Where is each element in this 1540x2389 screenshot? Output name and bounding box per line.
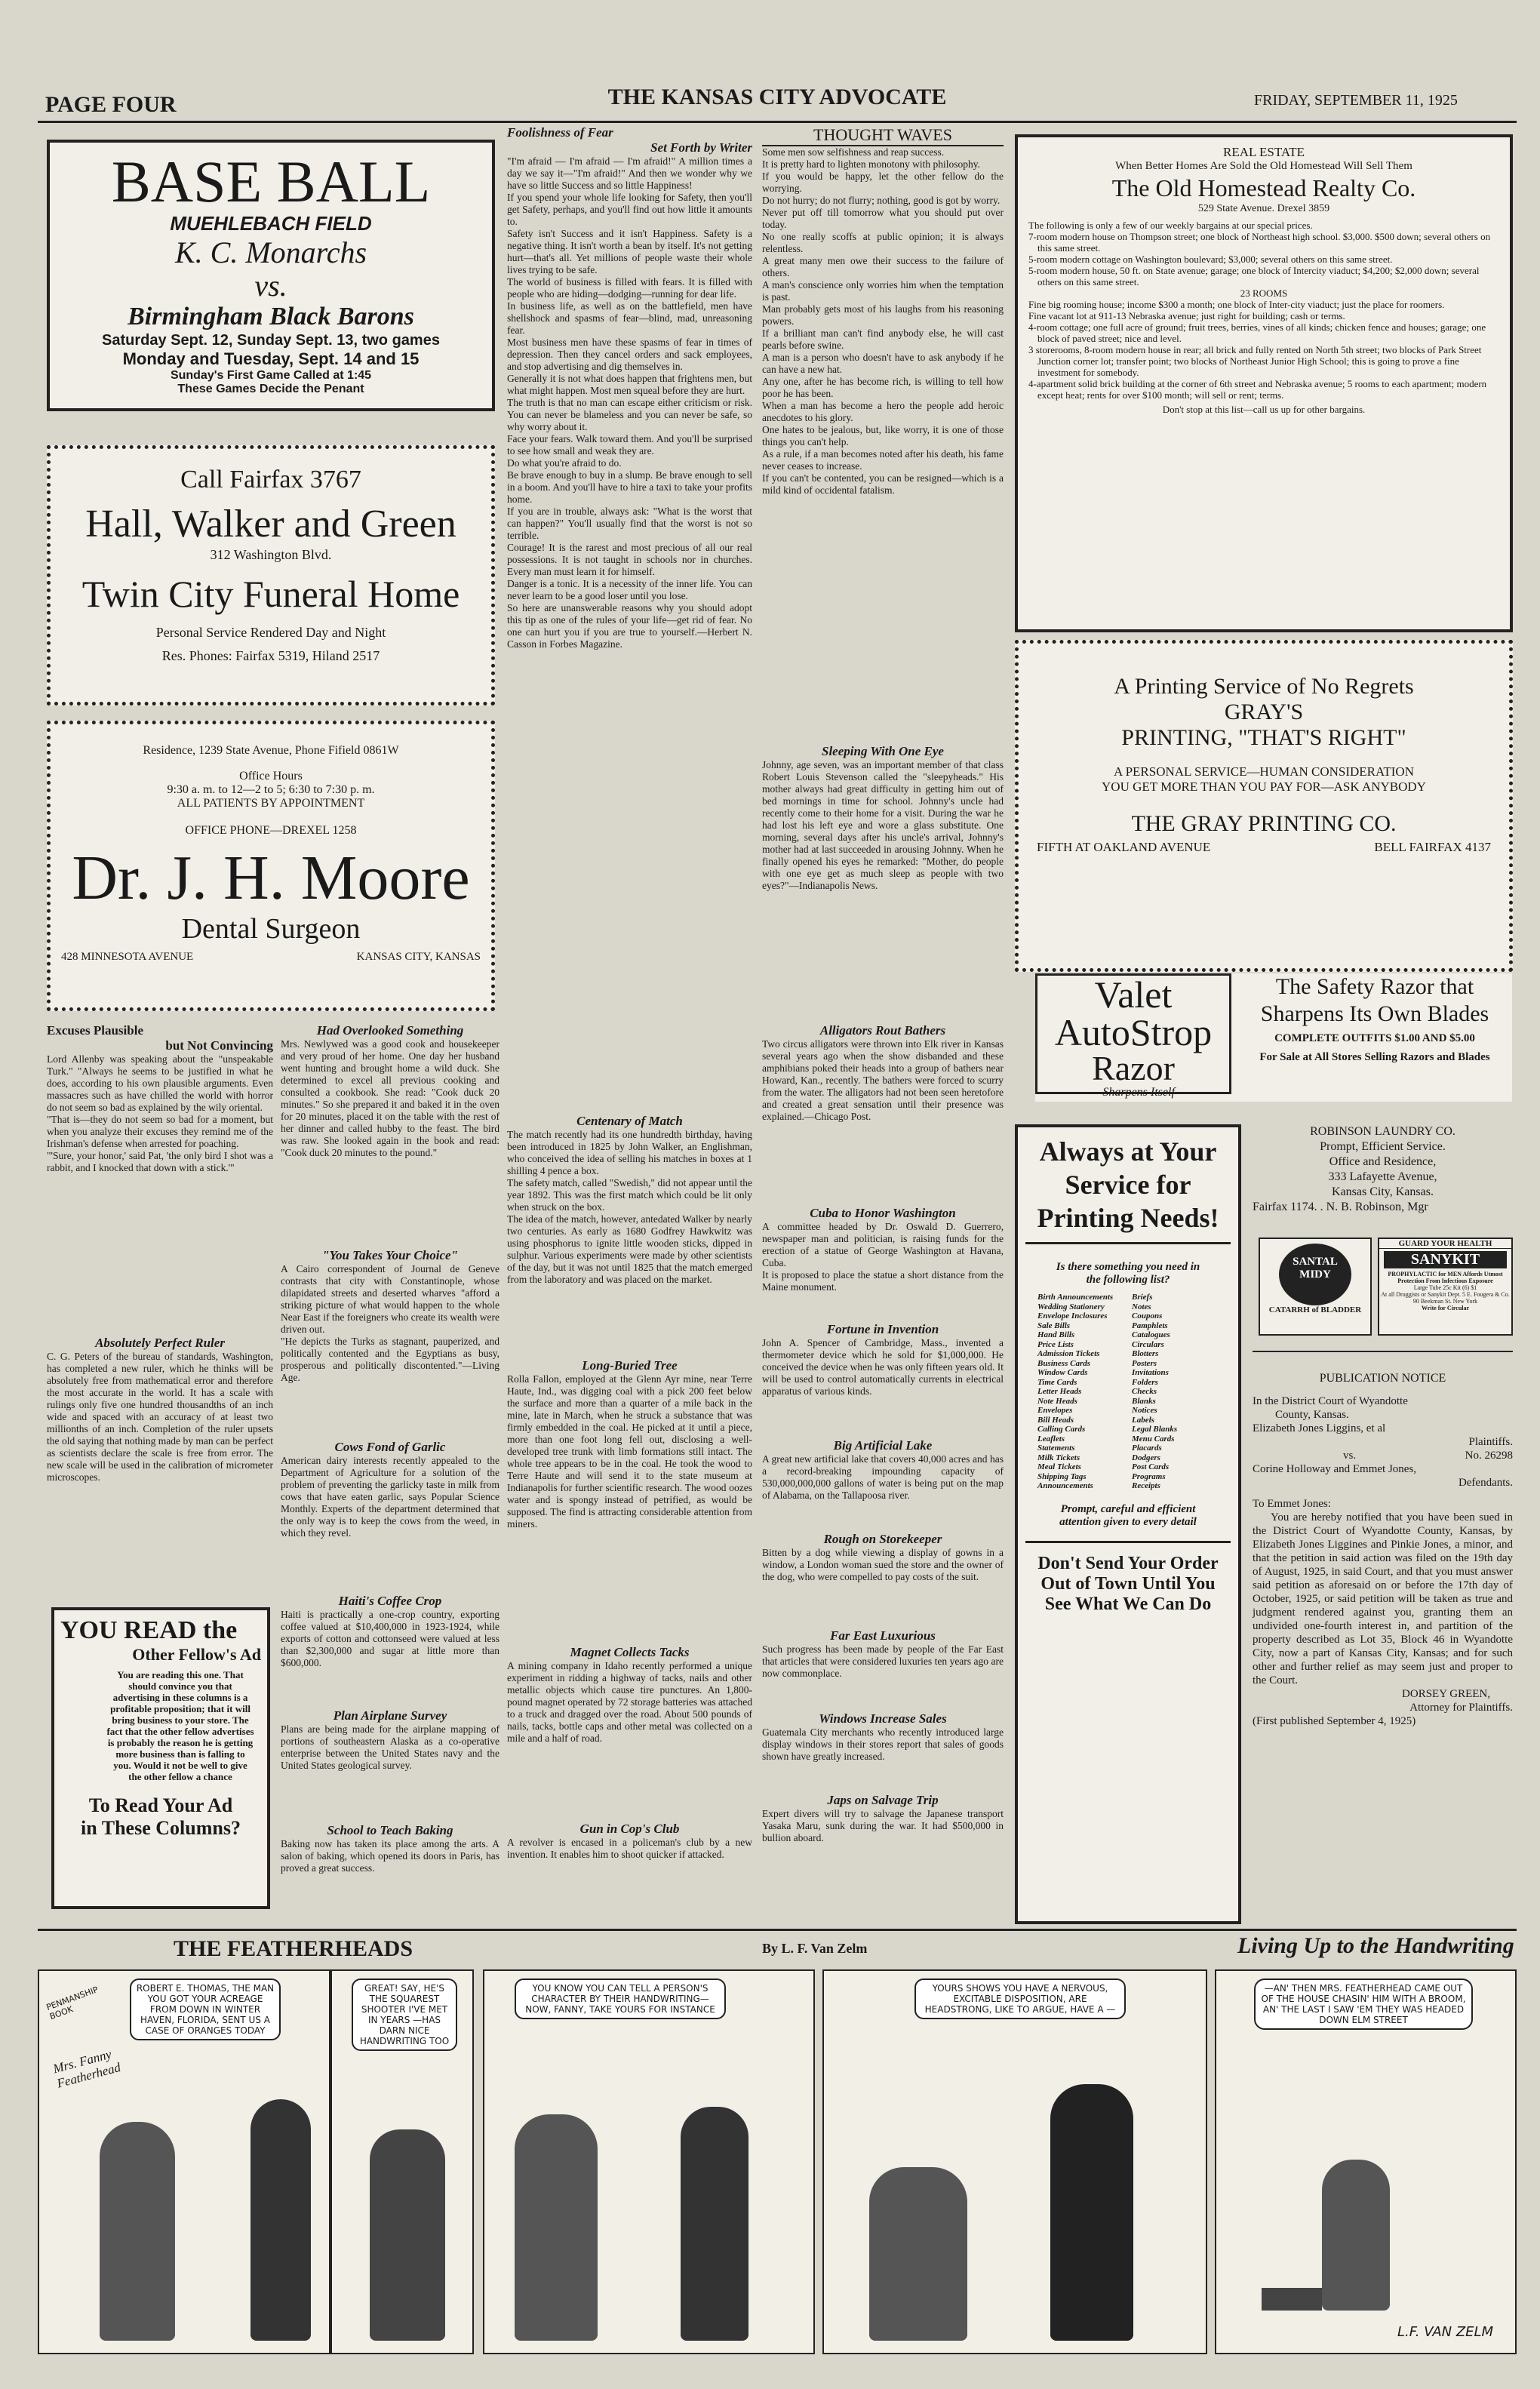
baseball-ad (47, 140, 495, 411)
japs-body: Expert divers will try to salvage the Japanese transport Yasaka Maru, sunk during the war. It had $500,000 in bullion aboard. (762, 1808, 1004, 1843)
baking-article (281, 1823, 500, 1874)
tree-headline: Long-Buried Tree (582, 1358, 678, 1373)
print-item: Notices (1132, 1406, 1157, 1415)
print-item: Menu Cards (1132, 1434, 1175, 1444)
print-items-list (1025, 1293, 1231, 1491)
laundry-street: 333 Lafayette Avenue, (1328, 1170, 1437, 1183)
print-item: Leaflets (1037, 1434, 1065, 1444)
santal-seal-icon (1279, 1244, 1351, 1305)
service-prompt: Prompt, careful and efficient attention given to every detail (1059, 1502, 1197, 1528)
thought-waves (762, 125, 1004, 497)
santal-catarrh: CATARRH of BLADDER (1268, 1305, 1362, 1314)
dentist-name: Dr. J. H. Moore (72, 843, 470, 913)
thought-waves-body: Some men sow selfishness and reap success. It is pretty hard to lighten monotony with philosophy. If you would be happy, let the other fellow do the worrying. Do not hurry; do not flurry; nothing, good is got by worry. Never put off till tomorrow what you should put over today. No one really scoffs at public opinion; it is always relentless. A great many men owe their success to the failure of others. A man's conscience only worries him when the temptation is past. Man probably gets most of his laughs from his reasoning powers. If a brilliant man can't find anybody else, he will cast pearls before swine. A man is a person who doesn't have to ask anybody if he can have a new hat. Any one, after he has become rich, is willing to tell how poor he has been. When a man has become a hero the people add heroic anecdotes to his glory. One hates to be jealous, but, like worry, it is one of those things you can't help. As a rule, if a man becomes noted after his death, his fame never ceases to increase. If you can't be contented, you can be resigned—which is a mild kind of occidental fatalism. (762, 146, 1004, 496)
realty-company-name: The Old Homestead Realty Co. (1111, 174, 1416, 201)
gun-article (507, 1822, 752, 1861)
speech-balloon-4: YOURS SHOWS YOU HAVE A NERVOUS, EXCITABLE DISPOSITION, ARE HEADSTRONG, LIKE TO ARGUE, HAVE A — (914, 1979, 1126, 2019)
issue-date: FRIDAY, SEPTEMBER 11, 1925 (1254, 92, 1458, 109)
airplane-article (281, 1708, 500, 1772)
print-item: Coupons (1132, 1311, 1163, 1321)
real-estate-footer: Don't stop at this list—call us up for other bargains. (1162, 404, 1366, 415)
magnet-headline: Magnet Collects Tacks (570, 1645, 690, 1659)
dentist-title: Dental Surgeon (181, 913, 361, 945)
service-headline-2: Service for (1065, 1170, 1191, 1200)
service-footer-2: Out of Town Until You (1040, 1573, 1216, 1594)
comic-panel-3 (483, 1969, 815, 2354)
magnet-article (507, 1645, 752, 1745)
service-headline-3: Printing Needs! (1025, 1201, 1231, 1244)
valet-word: Valet (1094, 973, 1173, 1016)
haiti-headline: Haiti's Coffee Crop (338, 1594, 442, 1608)
woman-figure (251, 2099, 311, 2341)
penmanship-signature: Mrs. Fanny Featherhead (51, 2046, 122, 2091)
razor-word: Razor (1092, 1049, 1175, 1087)
haiti-article (281, 1594, 500, 1669)
baseball-title: BASE BALL (111, 149, 431, 214)
real-estate-listing: Fine vacant lot at 911-13 Nebraska avenue; just right for building; cash or terms. (1028, 310, 1345, 321)
valet-outfits: COMPLETE OUTFITS $1.00 AND $5.00 (1274, 1032, 1475, 1044)
airplane-body: Plans are being made for the airplane mapping of portions of southeastern Alaska as a co-operative enterprise between the United States navy and the United States geological survey. (281, 1723, 500, 1771)
page-number: PAGE FOUR (45, 92, 177, 117)
real-estate-listing: 3 storerooms, 8-room modern house in rear; all brick and fully rented on North 5th street; two blocks of Park Street Junction corner lot; transfer point; two blocks of Northeast Junior High School; this is going to prove a fine investment for somebody. (1028, 344, 1482, 378)
choice-article (281, 1248, 500, 1384)
tree-body: Rolla Fallon, employed at the Glenn Ayr mine, near Terre Haute, Ind., was digging coal with a pick 200 feet below the surface and more than a quarter of a mile back in the mine, late in March, when he struck a substance that was firmly embedded in the coal. He picked at it until a piece, more than one foot long fell out, disclosing a well-developed tree trunk with limb formations still intact. The whole tree appears to be in the coal. He took the wood to Terre Haute and will send it to the state museum at Indianapolis for further scientific research. The wood oozes water and is spongy instead of petrified, as would be supposed. The find is attracting considerable attention from miners. (507, 1373, 752, 1530)
notice-case-number: No. 26298 (1465, 1450, 1513, 1462)
fear-headline: Foolishness of Fear (507, 125, 613, 140)
notice-plaintiffs-label: Plaintiffs. (1468, 1436, 1513, 1448)
lake-body: A great new artificial lake that covers 40,000 acres and has a record-breaking impounding capacity of 530,000,000,000 gallons of water is being put on the map of Alabama, on the Tallapoosa river. (762, 1453, 1004, 1501)
angry-wife-figure (1050, 2084, 1133, 2341)
ruler-headline: Absolutely Perfect Ruler (95, 1336, 225, 1350)
pennant-note: These Games Decide the Penant (177, 383, 364, 395)
masthead-rule (38, 121, 1517, 123)
far-east-headline: Far East Luxurious (830, 1628, 936, 1643)
fear-subheadline: Set Forth by Writer (650, 140, 752, 155)
print-item: Folders (1132, 1377, 1158, 1387)
game-dates-1: Saturday Sept. 12, Sunday Sept. 13, two games (102, 332, 440, 349)
print-item: Briefs (1132, 1293, 1153, 1302)
printing-line-2: GRAY'S (1224, 699, 1304, 724)
fortune-article (762, 1322, 1004, 1397)
overlooked-body: Mrs. Newlywed was a good cook and housekeeper and very proud of her home. One day her husband went hunting and brought home a wild duck. She determined to excel all previous cooking and consulted a cookbook. She read: "Cook duck 20 minutes." So she prepared it and baked it in the oven for 20 minutes, placed it on the table with the rest of her dinner and called hubby to the feast. The bird was raw. She looked again in the book and read: "Cook duck 20 minutes to the pound." (281, 1038, 500, 1158)
airplane-headline: Plan Airplane Survey (333, 1708, 447, 1723)
valet-tagline: —Sharpens Itself (1092, 1086, 1175, 1099)
garlic-headline: Cows Fond of Garlic (334, 1440, 446, 1454)
man-reading-figure (370, 2129, 445, 2341)
speech-balloon-5: —AN' THEN MRS. FEATHERHEAD CAME OUT OF THE HOUSE CHASIN' HIM WITH A BROOM, AN' THE LAST I SAW 'EM THEY WAS HEADED DOWN ELM STREET (1254, 1979, 1473, 2030)
newspaper-title: THE KANSAS CITY ADVOCATE (607, 85, 947, 109)
funeral-directors: Hall, Walker and Green (85, 503, 456, 546)
laundry-office: Office and Residence, (1329, 1155, 1437, 1168)
you-read-footer-1: To Read Your Ad (88, 1794, 233, 1816)
storekeeper-article (762, 1532, 1004, 1583)
comic-top-rule (38, 1929, 1517, 1931)
laundry-service: Prompt, Efficient Service. (1320, 1140, 1446, 1153)
print-item: Blanks (1132, 1396, 1156, 1406)
real-estate-listing: 7-room modern house on Thompson street; one block of Northeast high school. $3,000. $500 down; several others on this same street. (1028, 231, 1491, 254)
notice-addressee: To Emmet Jones: (1253, 1498, 1331, 1510)
print-item: Circulars (1132, 1339, 1164, 1349)
real-estate-ad (1015, 134, 1513, 632)
windows-body: Guatemala City merchants who recently introduced large display windows in their stores report that sales of goods shown have greatly increased. (762, 1726, 1004, 1762)
seated-husband-figure (869, 2167, 967, 2341)
printing-phone: BELL FAIRFAX 4137 (1374, 840, 1491, 854)
far-east-body: Such progress has been made by people of the Far East that articles that were considered luxuries ten years ago are now commonplace. (762, 1643, 1004, 1679)
boy-figure (1322, 2160, 1390, 2311)
dentist-address: 428 MINNESOTA AVENUE (61, 951, 194, 963)
print-item: Admission Tickets (1037, 1349, 1100, 1358)
real-estate-listing: 4-apartment solid brick building at the corner of 6th street and Nebraska avenue; 5 rooms to each apartment; modern except heat; rents for over $100 month; will sell or rent; terms. (1028, 378, 1487, 401)
notice-signer: DORSEY GREEN, (1402, 1688, 1490, 1700)
print-item: Bill Heads (1037, 1415, 1074, 1425)
print-item: Birth Announcements (1037, 1293, 1114, 1302)
santal-midy-ad (1259, 1238, 1372, 1336)
print-item: Note Heads (1037, 1396, 1077, 1406)
service-footer-1: Don't Send Your Order (1037, 1553, 1219, 1573)
speech-balloon-2: GREAT! SAY, HE'S THE SQUAREST SHOOTER I'VE MET IN YEARS —HAS DARN NICE HANDWRITING TOO (352, 1979, 457, 2051)
wagon-figure (1262, 2288, 1322, 2311)
husband-figure (515, 2114, 598, 2341)
comic-title: THE FEATHERHEADS (174, 1936, 413, 1961)
funeral-phones: Res. Phones: Fairfax 5319, Hiland 2517 (161, 648, 380, 663)
sleeping-body: Johnny, age seven, was an important member of that class Robert Louis Stevenson called the "sleepyheads." His mother always had great difficulty in getting him out of bed mornings in time for school. Johnny's uncle had recently come to their home for a visit. During the war he had lost his left eye and wore a glass substitute. One morning, several days after his uncle's arrival, Johnny's mother had at last succeeded in arousing Johnny. When he finally opened his eyes he remarked: "Mother, do people with one eye get as much sleep as people with two eyes?"—Indianapolis News. (762, 759, 1004, 891)
print-item: Pamphlets (1132, 1321, 1168, 1330)
comic-panel-1 (38, 1969, 330, 2354)
garlic-article (281, 1440, 500, 1539)
laundry-ad (1253, 1124, 1513, 1215)
funeral-home-name: Twin City Funeral Home (81, 573, 460, 615)
funeral-call: Call Fairfax 3767 (180, 466, 361, 493)
service-footer-3: See What We Can Do (1044, 1594, 1212, 1614)
you-read-ad (51, 1607, 270, 1909)
you-read-body: You are reading this one. That should convince you that advertising in these columns is a profitable proposition; that it will bring business to your store. The fact that the other fellow advertises is probably the reason he is getting more business than is falling to you. Would it not be well to give the other fellow a chance (106, 1669, 254, 1782)
ruler-body: C. G. Peters of the bureau of standards, Washington, has completed a new ruler, which he thinks will be absolutely free from mathematical error and therefore the most accurate in the world. It has a scale with rulings only five one hundred thousandths of an inch wide and spaced with an accuracy of at least two millionths of an inch. Completion of the ruler upsets the old saying that nothing made by man can be perfect as scientists declare the scale is free from error. The new scale will be used in the calibration of micrometer microscopes. (47, 1351, 273, 1483)
print-item: Business Cards (1037, 1358, 1091, 1368)
valet-headline: The Safety Razor that Sharpens Its Own Blades (1260, 974, 1489, 1026)
fear-body: "I'm afraid — I'm afraid — I'm afraid!" A million times a day we say it—"I'm afraid!" And then we wonder why we have so little Success and so little Happiness! If you spend your whole life looking for Safety, then you'll get Safety, perhaps, and you'll find out how little it amounts to. Safety isn't Success and it isn't Happiness. Safety is a negative thing. It isn't worth a bean by itself. It's not getting hurt—that's all. Yet millions of people waste their whole lives trying to be safe. The world of business is filled with fears. It is filled with people who are hiding—dodging—running for dear life. In business life, as well as on the battlefield, men have shellshock and spasms of fear—blind, mad, unreasoning fear. Most business men have these spasms of fear in times of depression. Then they cancel orders and sack employees, and stop advertising and dig themselves in. Generally it is not what does happen that frightens men, but what might happen. Most men squeal before they are hurt. The truth is that no man can escape either criticism or risk. You can never be blameless and you can never be safe, so why worry about it. Face your fears. Walk toward them. And you'll be surprised to see how small and weak they are. Do what you're afraid to do. Be brave enough to buy in a slump. Be brave enough to sell in a boom. And you'll have to hire a taxi to take your profits home. If you are in trouble, always ask: "What is the worst that can happen?" You'll usually find that the worst is not so terrible. Courage! It is the rarest and most precious of all our real possessions. It is not taught in schools nor in churches. Every man must learn it for himself. Danger is a tonic. It is a necessity of the inner life. You can never learn to be a good loser until you lose. So here are unanswerable reasons why you should adopt this tip as one of the rules of your life—get rid of fear. No one can hurt you if you are true to yourself.—Herbert N. Casson in Forbes Magazine. (507, 155, 752, 650)
printing-line-4: A PERSONAL SERVICE—HUMAN CONSIDERATION (1113, 764, 1414, 779)
wife-figure (681, 2107, 748, 2341)
match-body: The match recently had its one hundredth birthday, having been introduced in 1825 by John Walker, an Englishman, who conceived the idea of selling his matches in boxes at 1 shilling 4 pence a box. The safety match, called "Swedish," did not appear until the year 1892. This was the first match which could be lit only when struck on the box. The idea of the match, however, antedated Walker by nearly two centuries. As early as 1680 Godfrey Hawkwitz was using phosphorus to ignite little wooden sticks, dipped in sulphur. Various experiments were made by other scientists of the day, but it was not until 1825 that the match emerged from the laboratory and was placed on the market. (507, 1129, 752, 1285)
match-article (507, 1114, 752, 1286)
baking-body: Baking now has taken its place among the arts. A salon of baking, which opened its doors in Paris, has proved a great success. (281, 1838, 500, 1874)
match-headline: Centenary of Match (576, 1114, 683, 1128)
notice-defendants-label: Defendants. (1458, 1477, 1513, 1489)
notice-headline: PUBLICATION NOTICE (1319, 1372, 1446, 1385)
dentist-residence: Residence, 1239 State Avenue, Phone Fifield 0861W (143, 744, 399, 757)
comic-panel-5 (1215, 1969, 1517, 2354)
notice-court-1: In the District Court of Wyandotte (1253, 1395, 1408, 1407)
comic-panel-2 (330, 1969, 474, 2354)
storekeeper-body: Bitten by a dog while viewing a display of gowns in a window, a London woman sued the store and the owner of the dog, who were compelled to pay costs of the suit. (762, 1547, 1004, 1582)
print-item: Legal Blanks (1132, 1425, 1178, 1434)
sanykit-stores: At all Druggists or Sanykit Dept. 5 E. Fougera & Co. 90 Beekman St. New York (1381, 1291, 1510, 1305)
print-item: Time Cards (1037, 1377, 1077, 1387)
realty-address: 529 State Avenue. Drexel 3859 (1197, 203, 1330, 214)
print-item: Receipts (1132, 1481, 1160, 1490)
ruler-article (47, 1336, 273, 1484)
garlic-body: American dairy interests recently appealed to the Department of Agriculture for a solution of the problem of preventing the garlicky taste in milk from cows that have eaten garlic, says Popular Science Monthly. Experts of the department determined that the only way is to keep the cows from the weed, in which they revel. (281, 1455, 500, 1539)
excuses-article (47, 1023, 273, 1174)
cuba-body: A committee headed by Dr. Oswald D. Guerrero, newspaper man and politician, is raising funds for the erection of a statue of George Washington at Havana, Cuba. It is proposed to place the statue a short distance from the Maine monument. (762, 1221, 1004, 1293)
lake-headline: Big Artificial Lake (833, 1438, 933, 1453)
comic-panel-4 (822, 1969, 1207, 2354)
overlooked-article (281, 1023, 500, 1159)
magnet-body: A mining company in Idaho recently performed a unique experiment in ridding a highway of tacks, nails and other metallic objects which cause tire punctures. An 1,800-pound magnet operated by 72 storage batteries was attached to a truck and dragged over the road. About 500 pounds of nails, tacks, bottle caps and other metal was collected on a mile and a half of road. (507, 1660, 752, 1744)
laundry-phone: Fairfax 1174. . N. B. Robinson, Mgr (1253, 1201, 1428, 1213)
print-item: Programs (1132, 1471, 1166, 1481)
sanykit-guard: GUARD YOUR HEALTH (1379, 1239, 1511, 1249)
print-item: Envelope Inclosures (1037, 1311, 1108, 1321)
print-item: Calling Cards (1037, 1425, 1086, 1434)
lake-article (762, 1438, 1004, 1502)
service-question: Is there something you need in the following list? (1056, 1261, 1200, 1286)
print-item: Wedding Stationery (1037, 1302, 1105, 1311)
print-item: Statements (1037, 1444, 1075, 1453)
print-item: Blotters (1132, 1349, 1159, 1358)
excuses-body: Lord Allenby was speaking about the "unspeakable Turk." "Always he seems to be justified in what he does, according to his own plausible arguments. Even massacres such as have chilled the world with horror do not seem so bad as explained by the wily oriental. "That is—they do not seem so bad for a moment, but when you analyze their excuses they remind me of the Irishman's defense when arrested for poaching. "'Sure, your honor,' said Pat, 'the only bird I shot was a rabbit, and I knocked that down with a stick.'" (47, 1053, 273, 1173)
print-item: Posters (1132, 1358, 1157, 1368)
alligators-headline: Alligators Rout Bathers (819, 1023, 946, 1038)
home-team: K. C. Monarchs (174, 235, 367, 269)
dentist-city: KANSAS CITY, KANSAS (356, 951, 481, 963)
dentist-office-phone: OFFICE PHONE—DREXEL 1258 (185, 824, 357, 837)
print-item: Post Cards (1132, 1462, 1170, 1471)
you-read-headline: YOU READ the (60, 1616, 238, 1644)
print-item: Placards (1132, 1444, 1162, 1453)
you-read-subheadline: Other Fellow's Ad (132, 1645, 261, 1664)
print-item: Invitations (1132, 1368, 1169, 1377)
gray-printing-ad (1015, 640, 1513, 972)
real-estate-listing: Fine big rooming house; income $300 a month; one block of Inter-city viaduct; just the place for roomers. (1028, 299, 1445, 310)
print-item: Catalogues (1132, 1330, 1170, 1339)
you-read-footer-2: in These Columns? (81, 1817, 241, 1839)
notice-first-published: (First published September 4, 1925) (1253, 1715, 1416, 1727)
printing-address: FIFTH AT OAKLAND AVENUE (1037, 840, 1211, 854)
speech-balloon-3: YOU KNOW YOU CAN TELL A PERSON'S CHARACTER BY THEIR HANDWRITING—NOW, FANNY, TAKE YOURS FOR INSTANCE (515, 1979, 726, 2019)
print-item: Checks (1132, 1387, 1157, 1396)
print-item: Envelopes (1037, 1406, 1073, 1415)
alligators-article (762, 1023, 1004, 1123)
notice-vs: vs. (1343, 1450, 1357, 1462)
real-estate-listing: 5-room modern cottage on Washington boulevard; $3,000; several others on this same street. (1028, 254, 1393, 265)
tree-article (507, 1358, 752, 1530)
autostrop-word: AutoStrop (1054, 1011, 1213, 1053)
real-estate-slogan: When Better Homes Are Sold the Old Homestead Will Sell Them (1115, 160, 1412, 172)
printing-line-5: YOU GET MORE THAN YOU PAY FOR—ASK ANYBODY (1102, 779, 1426, 794)
printing-company: THE GRAY PRINTING CO. (1131, 811, 1397, 836)
print-item: Price Lists (1037, 1339, 1074, 1349)
print-item: Shipping Tags (1037, 1471, 1087, 1481)
windows-headline: Windows Increase Sales (819, 1711, 947, 1726)
laundry-name: ROBINSON LAUNDRY CO. (1310, 1125, 1455, 1138)
dentist-hours-title: Office Hours (239, 770, 303, 782)
excuses-subheadline: but Not Convincing (165, 1038, 273, 1053)
santal-word: SANTAL (1293, 1256, 1338, 1268)
gun-body: A revolver is encased in a policeman's club by a new invention. It enables him to shoot quicker if attacked. (507, 1837, 752, 1860)
artist-signature: L.F. VAN ZELM (1397, 2324, 1494, 2340)
real-estate-listing: 4-room cottage; one full acre of ground; fruit trees, berries, vines of all kinds; chicken fence and houses; garage; one block of paved street; nice and level. (1028, 321, 1486, 344)
printing-line-1: A Printing Service of No Regrets (1114, 674, 1414, 699)
print-item: Hand Bills (1037, 1330, 1075, 1339)
haiti-body: Haiti is practically a one-crop country, exporting coffee valued at $10,400,000 in 1923-1924, while exports of cotton and cottonseed were valued at less than $2,300,000 and sugar at little more than $600,000. (281, 1609, 500, 1668)
real-estate-headline: REAL ESTATE (1222, 145, 1305, 159)
valet-razor-ad (1035, 973, 1512, 1102)
service-headline-1: Always at Your (1039, 1136, 1217, 1167)
funeral-service: Personal Service Rendered Day and Night (155, 625, 386, 640)
away-team: Birmingham Black Barons (128, 303, 414, 331)
notice-court-2: County, Kansas. (1275, 1409, 1349, 1421)
penmanship-sign: PENMANSHIP BOOK (45, 1985, 100, 2022)
print-item: Milk Tickets (1037, 1453, 1080, 1462)
print-item: Meal Tickets (1037, 1462, 1081, 1471)
dentist-ad (47, 721, 495, 1011)
sleeping-headline: Sleeping With One Eye (822, 744, 944, 758)
sanykit-description: PROPHYLACTIC for MEN Affords Utmost Protection From Infectious Exposure (1388, 1271, 1503, 1284)
choice-headline: "You Takes Your Choice" (322, 1248, 458, 1262)
valet-sale: For Sale at All Stores Selling Razors and Blades (1259, 1051, 1490, 1063)
game-time: Sunday's First Game Called at 1:45 (170, 369, 372, 382)
man-figure (100, 2122, 175, 2341)
cuba-headline: Cuba to Honor Washington (810, 1206, 956, 1220)
dentist-hours: 9:30 a. m. to 12—2 to 5; 6:30 to 7:30 p. m. (167, 783, 375, 796)
gun-headline: Gun in Cop's Club (579, 1822, 680, 1836)
japs-headline: Japs on Salvage Trip (827, 1793, 939, 1807)
midy-word: MIDY (1299, 1268, 1331, 1281)
speech-balloon-1: ROBERT E. THOMAS, THE MAN YOU GOT YOUR ACREAGE FROM DOWN IN WINTER HAVEN, FLORIDA, SENT US A CASE OF ORANGES TODAY (130, 1979, 281, 2040)
notice-rule (1253, 1351, 1513, 1352)
laundry-city: Kansas City, Kansas. (1332, 1185, 1434, 1198)
notice-plaintiff: Elizabeth Jones Liggins, et al (1253, 1422, 1386, 1434)
printing-needs-ad (1015, 1124, 1241, 1924)
print-item: Dodgers (1132, 1453, 1160, 1462)
print-item: Labels (1132, 1415, 1154, 1425)
print-item: Announcements (1037, 1481, 1093, 1490)
excuses-headline: Excuses Plausible (47, 1023, 143, 1038)
japs-article (762, 1793, 1004, 1844)
thought-waves-headline: THOUGHT WAVES (762, 125, 1004, 146)
print-item: Sale Bills (1037, 1321, 1071, 1330)
alligators-body: Two circus alligators were thrown into Elk river in Kansas several years ago when the show disbanded and these amphibians poked their heads into a group of bathers near Howard, Kan., recently. The bathers were forced to scurry from the water. The alligators had not been seen heretofore and created a great sensation until their presence was explained.—Chicago Post. (762, 1038, 1004, 1122)
funeral-address: 312 Washington Blvd. (210, 547, 332, 562)
fear-article (507, 125, 752, 650)
dentist-appointment: ALL PATIENTS BY APPOINTMENT (177, 797, 365, 810)
comic-byline: By L. F. Van Zelm (762, 1941, 868, 1956)
windows-article (762, 1711, 1004, 1763)
field-name: MUEHLEBACH FIELD (170, 212, 372, 235)
fortune-body: John A. Spencer of Cambridge, Mass., invented a thermometer device which he sold for $1,000,000. He conceived the device when he was only fifteen years old. It will be used to control automatically currents in electrical apparatus of various kinds. (762, 1337, 1004, 1397)
fortune-headline: Fortune in Invention (826, 1322, 939, 1336)
comic-caption: Living Up to the Handwriting (1237, 1933, 1514, 1958)
printing-line-3: PRINTING, "THAT'S RIGHT" (1121, 725, 1406, 750)
sanykit-write: Write for Circular (1421, 1305, 1470, 1311)
sanykit-brand: SANYKIT (1384, 1251, 1507, 1268)
real-estate-rooms-heading: 23 ROOMS (1240, 287, 1288, 299)
notice-body: You are hereby notified that you have been sued in the District Court of Wyandotte County, Kansas, by Elizabeth Jones Liggines and Pinkie Jones, a minor, and that the petition in said action was filed on the 19th day of August, 1925, in said Court, and that you must answer said petition as aforesaid on or before the 17th day of October, 1925, or said petition will be taken as true and judgment rendered against you, granting them an undivided one-fourth interest in, and partition of the property described as Lot 35, Block 46 in Wyandotte City, now a part of Kansas City, Kansas; and for such other and further relief as may seem just and proper to the Court. (1253, 1511, 1513, 1686)
sleeping-article (762, 744, 1004, 892)
notice-defendant: Corine Holloway and Emmet Jones, (1253, 1463, 1417, 1475)
publication-notice (1253, 1351, 1513, 1728)
versus: vs. (254, 269, 287, 303)
print-item: Notes (1132, 1302, 1151, 1311)
notice-signer-title: Attorney for Plaintiffs. (1409, 1702, 1513, 1714)
print-item: Letter Heads (1037, 1387, 1082, 1396)
game-dates-2: Monday and Tuesday, Sept. 14 and 15 (122, 349, 420, 368)
cuba-article (762, 1206, 1004, 1293)
sanykit-price: Large Tube 25c Kit (6) $1 (1413, 1284, 1477, 1291)
real-estate-listing: 5-room modern house, 50 ft. on State avenue; garage; one block of Intercity viaduct; $4,200; $2,000 down; several others on this same street. (1028, 265, 1480, 287)
real-estate-intro: The following is only a few of our weekly bargains at our special prices. (1028, 220, 1313, 231)
funeral-ad (47, 445, 495, 706)
sanykit-ad (1378, 1238, 1513, 1336)
print-item: Window Cards (1037, 1368, 1088, 1377)
choice-body: A Cairo correspondent of Journal de Geneve contrasts that city with Constantinople, whose dilapidated streets and deserted wharves "afford a striking picture of what would happen to the whole Near East if the foreigners who create its wealth were driven out. "He depicts the Turks as stagnant, pauperized, and politically contented and the Egyptians as busy, prosperous and politically discontented."—Living Age. (281, 1263, 500, 1383)
storekeeper-headline: Rough on Storekeeper (823, 1532, 942, 1546)
baking-headline: School to Teach Baking (327, 1823, 453, 1837)
far-east-article (762, 1628, 1004, 1680)
overlooked-headline: Had Overlooked Something (316, 1023, 464, 1038)
